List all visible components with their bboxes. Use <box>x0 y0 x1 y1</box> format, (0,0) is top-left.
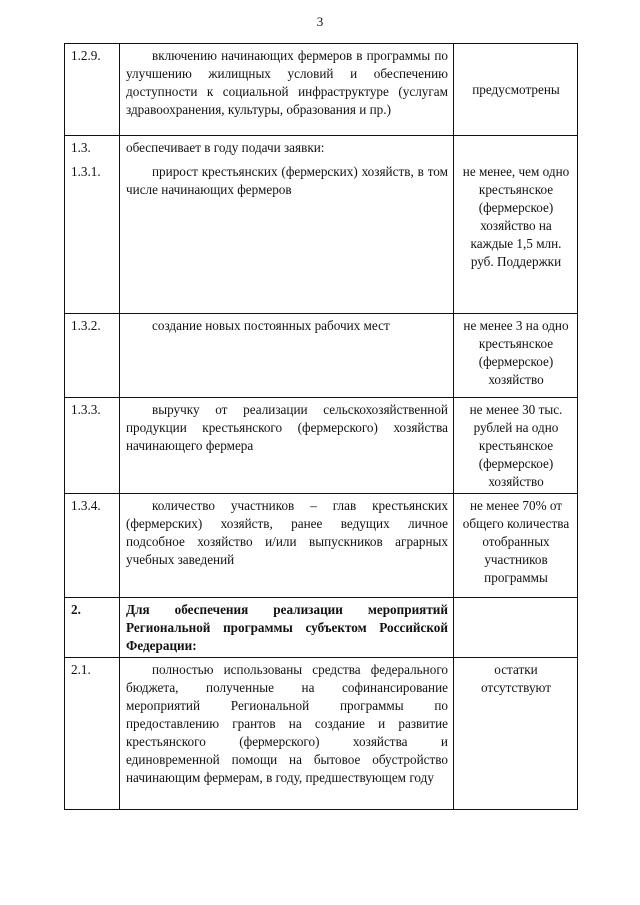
row-number: 1.3.2. <box>65 314 120 398</box>
row-value: не менее, чем одно крестьянское (фермерское) хозяйство на каждые 1,5 млн. руб. Поддержки <box>454 157 578 314</box>
row-number: 2.1. <box>65 658 120 810</box>
row-description: Для обеспечения реализации мероприятий Региональной программы субъектом Российской Федерации: <box>120 598 454 658</box>
row-description: обеспечивает в году подачи заявки: <box>120 136 454 158</box>
row-number: 1.3. <box>65 136 120 158</box>
row-number: 2. <box>65 598 120 658</box>
row-description: выручку от реализации сельскохозяйственной продукции крестьянского (фермерского) хозяйства начинающего фермера <box>120 398 454 494</box>
table-row <box>65 658 578 810</box>
table-row <box>65 494 578 598</box>
row-number: 1.2.9. <box>65 44 120 136</box>
row-number: 1.3.4. <box>65 494 120 598</box>
row-value: предусмотрены <box>454 44 578 136</box>
criteria-table <box>64 43 578 810</box>
table-row <box>65 314 578 398</box>
row-value: остатки отсутствуют <box>454 658 578 810</box>
row-number: 1.3.1. <box>65 157 120 314</box>
page-number: 3 <box>316 14 324 29</box>
table-row <box>65 44 578 136</box>
table-row <box>65 157 578 314</box>
table-row <box>65 136 578 158</box>
table-row <box>65 398 578 494</box>
row-value: не менее 3 на одно крестьянское (фермерское) хозяйство <box>454 314 578 398</box>
table-row <box>65 598 578 658</box>
row-description: полностью использованы средства федерального бюджета, полученные на софинансирование мероприятий Региональной программы по предоставлению грантов на создание и развитие крестьянского (фермерского) хозяйства и единовременной помощи на бытовое обустройство начинающим фермерам, в году, предшествующем году <box>120 658 454 810</box>
row-value <box>454 136 578 158</box>
row-description: включению начинающих фермеров в программы по улучшению жилищных условий и обеспечению доступности к социальной инфраструктуре (услугам здравоохранения, культуры, образования и пр.) <box>120 44 454 136</box>
row-number: 1.3.3. <box>65 398 120 494</box>
row-value: не менее 70% от общего количества отобранных участников программы <box>454 494 578 598</box>
row-description: создание новых постоянных рабочих мест <box>120 314 454 398</box>
row-value: не менее 30 тыс. рублей на одно крестьянское (фермерское) хозяйство <box>454 398 578 494</box>
row-description: прирост крестьянских (фермерских) хозяйств, в том числе начинающих фермеров <box>120 157 454 314</box>
row-description: количество участников – глав крестьянских (фермерских) хозяйств, ранее ведущих личное подсобное хозяйство и/или выпускников аграрных учебных заведений <box>120 494 454 598</box>
row-value <box>454 598 578 658</box>
